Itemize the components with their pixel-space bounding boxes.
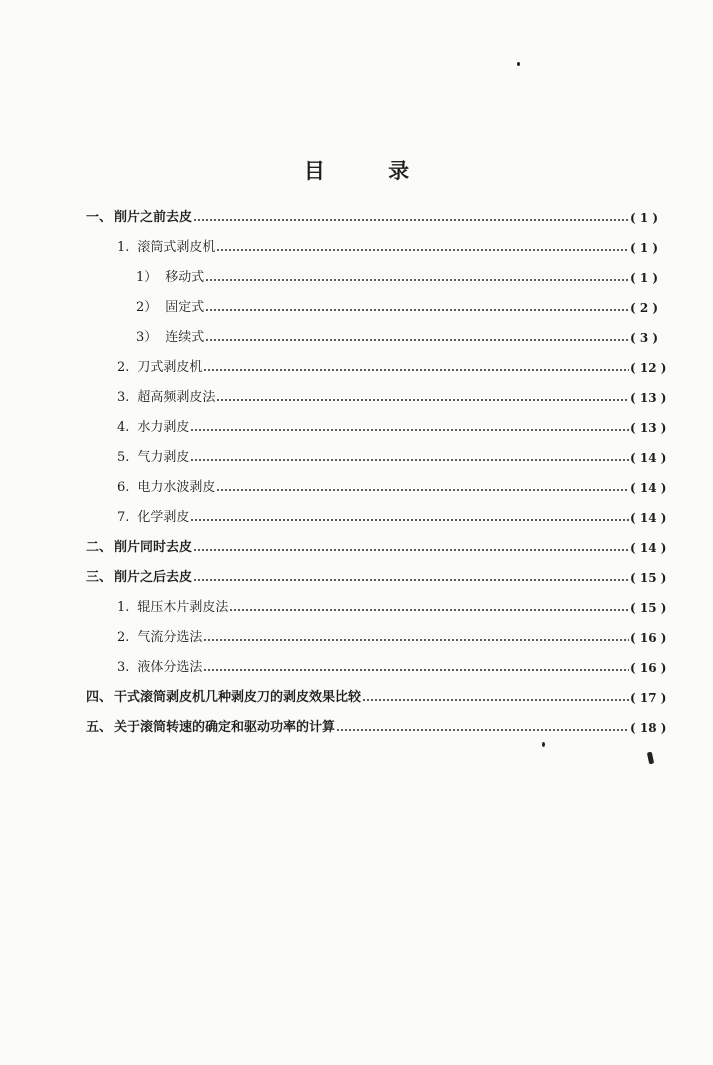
toc-entry-label: 6. 电力水波剥皮 xyxy=(117,480,216,495)
dot-leader xyxy=(205,302,629,316)
toc-entry[interactable] xyxy=(117,653,674,683)
dot-leader xyxy=(190,422,629,436)
toc-page-number: ( 13 ) xyxy=(630,421,667,435)
toc-entry-label: 五、 关于滚筒转速的确定和驱动功率的计算 xyxy=(86,720,336,735)
toc-entry[interactable] xyxy=(136,293,674,323)
dot-leader xyxy=(203,632,629,646)
dot-leader xyxy=(190,452,629,466)
dot-leader xyxy=(216,482,629,496)
dot-leader xyxy=(229,602,629,616)
toc-page-number: ( 14 ) xyxy=(630,451,667,465)
toc-entry-label: 2. 刀式剥皮机 xyxy=(117,360,203,375)
dot-leader xyxy=(205,272,629,286)
toc-entry-label: 三、 削片之后去皮 xyxy=(86,570,193,585)
toc-entry-label: 二、 削片同时去皮 xyxy=(86,540,193,555)
toc-entry[interactable] xyxy=(117,503,674,533)
toc-page-number: ( 13 ) xyxy=(630,391,667,405)
scan-speck xyxy=(517,62,520,66)
toc-entry-label: 2） 固定式 xyxy=(136,300,205,315)
toc-entry-label: 4. 水力剥皮 xyxy=(117,420,190,435)
toc-entry[interactable] xyxy=(117,233,674,263)
toc-entry[interactable] xyxy=(117,443,674,473)
dot-leader xyxy=(203,662,629,676)
toc-entry[interactable] xyxy=(136,323,674,353)
toc-page-number: ( 18 ) xyxy=(630,721,667,735)
toc-entry-label: 一、 削片之前去皮 xyxy=(86,210,193,225)
scan-speck xyxy=(542,742,545,747)
toc-page-number: ( 14 ) xyxy=(630,511,667,525)
toc-page-number: ( 1 ) xyxy=(630,241,659,255)
toc-entry[interactable] xyxy=(117,593,674,623)
toc-entry[interactable] xyxy=(117,473,674,503)
dot-leader xyxy=(193,572,629,586)
toc-page-number: ( 17 ) xyxy=(630,691,667,705)
toc-entry-label: 7. 化学剥皮 xyxy=(117,510,190,525)
dot-leader xyxy=(193,542,629,556)
toc-page-number: ( 12 ) xyxy=(630,361,667,375)
dot-leader xyxy=(216,392,629,406)
dot-leader xyxy=(205,332,629,346)
toc-page-number: ( 3 ) xyxy=(630,331,659,345)
toc-entry[interactable] xyxy=(86,533,674,563)
toc-page-number: ( 1 ) xyxy=(630,271,659,285)
dot-leader xyxy=(203,362,629,376)
dot-leader xyxy=(216,242,629,256)
toc-entry-label: 1. 滚筒式剥皮机 xyxy=(117,240,216,255)
toc-entry-label: 3） 连续式 xyxy=(136,330,205,345)
toc-entry[interactable] xyxy=(86,713,674,743)
page-title: 目 录 xyxy=(303,158,438,183)
dot-leader xyxy=(336,722,629,736)
toc-entry[interactable] xyxy=(86,683,674,713)
toc-page-number: ( 16 ) xyxy=(630,631,667,645)
toc-entry[interactable] xyxy=(86,563,674,593)
toc-page-number: ( 1 ) xyxy=(630,211,659,225)
toc-page-number: ( 14 ) xyxy=(630,481,667,495)
toc-entry-label: 2. 气流分选法 xyxy=(117,630,203,645)
scan-speck xyxy=(647,752,654,765)
toc-page-number: ( 14 ) xyxy=(630,541,667,555)
toc-entry[interactable] xyxy=(117,623,674,653)
toc-entry[interactable] xyxy=(86,203,674,233)
toc-entry[interactable] xyxy=(117,383,674,413)
toc-entry[interactable] xyxy=(117,413,674,443)
toc-entry-label: 1） 移动式 xyxy=(136,270,205,285)
toc-page-number: ( 15 ) xyxy=(630,601,667,615)
toc-entry[interactable] xyxy=(136,263,674,293)
toc-page-number: ( 15 ) xyxy=(630,571,667,585)
toc-entry[interactable] xyxy=(117,353,674,383)
dot-leader xyxy=(193,212,629,226)
dot-leader xyxy=(190,512,629,526)
toc-entry-label: 四、 干式滚筒剥皮机几种剥皮刀的剥皮效果比较 xyxy=(86,690,362,705)
toc-entry-label: 1. 辊压木片剥皮法 xyxy=(117,600,229,615)
toc-page-number: ( 16 ) xyxy=(630,661,667,675)
dot-leader xyxy=(362,692,629,706)
toc-page-number: ( 2 ) xyxy=(630,301,659,315)
toc-entry-label: 5. 气力剥皮 xyxy=(117,450,190,465)
toc-entry-label: 3. 液体分选法 xyxy=(117,660,203,675)
toc-entry-label: 3. 超高频剥皮法 xyxy=(117,390,216,405)
